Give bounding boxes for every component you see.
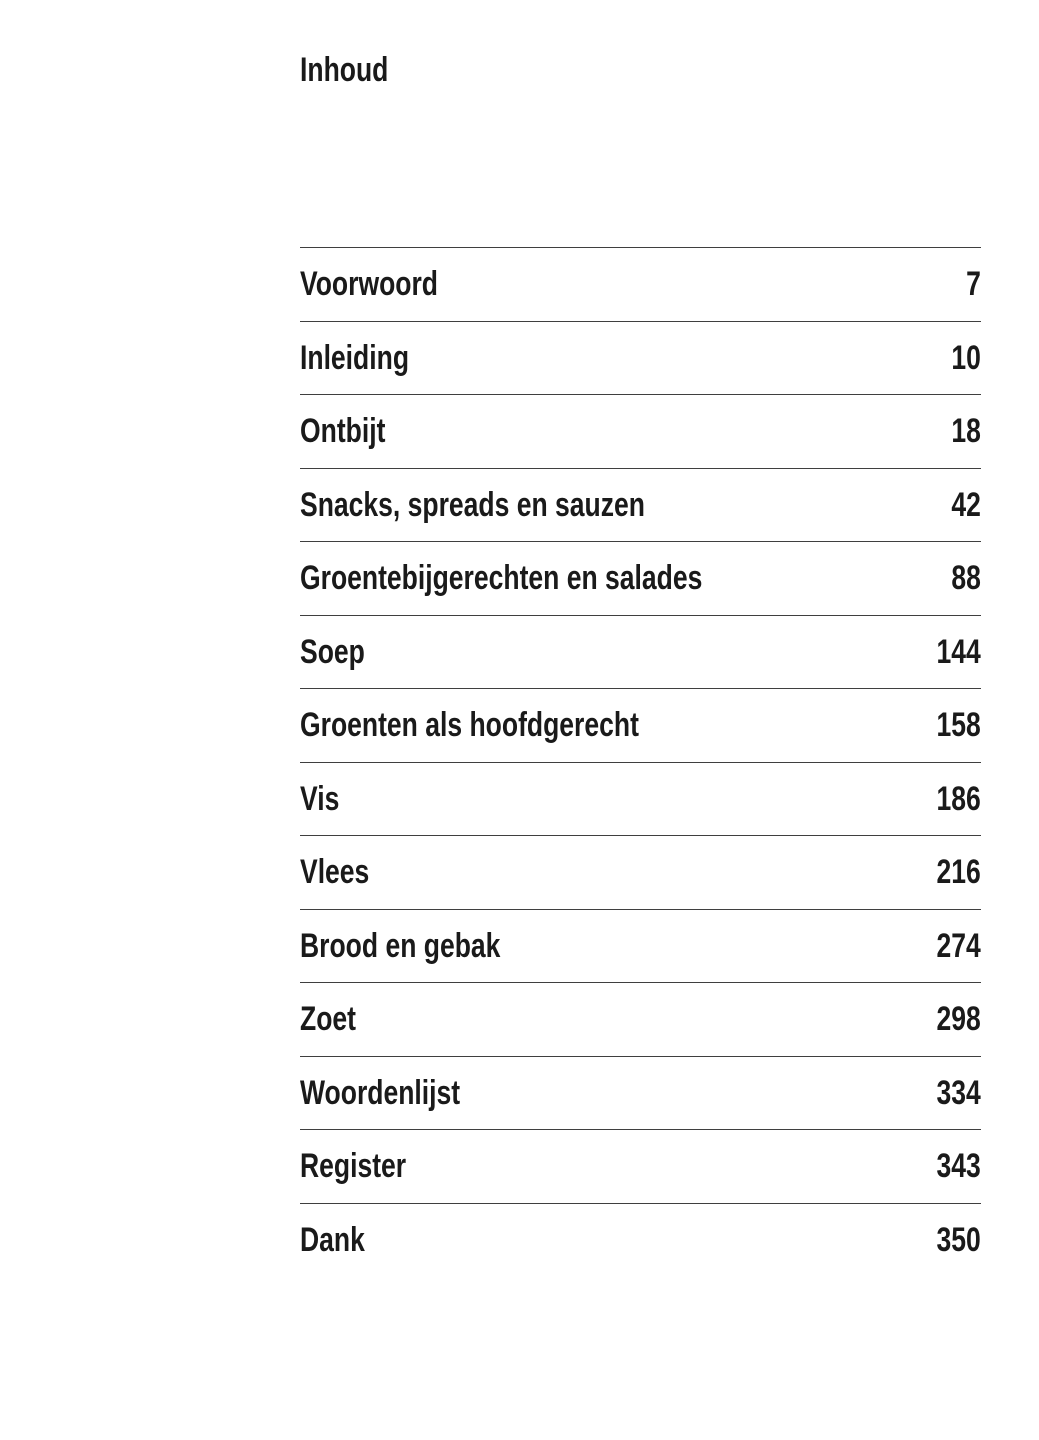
toc-entry-page-number: 298 <box>936 1000 981 1038</box>
toc-entry[interactable] <box>300 321 981 395</box>
toc-entry-title: Register <box>300 1147 407 1185</box>
toc-entry-title: Ontbijt <box>300 412 386 450</box>
toc-entry-title: Vis <box>300 779 340 818</box>
toc-entry-page-number: 343 <box>936 1147 981 1185</box>
toc-entry-title: Inleiding <box>300 338 410 377</box>
toc-entry-page-number: 10 <box>951 338 981 377</box>
toc-entry[interactable] <box>300 982 981 1056</box>
toc-entry-page-number: 350 <box>936 1220 981 1259</box>
toc-entry-page-number: 18 <box>951 412 981 450</box>
toc-entry[interactable] <box>300 909 981 983</box>
toc-entry-page-number: 274 <box>936 926 981 965</box>
toc-entry-page-number: 42 <box>951 485 981 524</box>
toc-entry-title: Vlees <box>300 853 370 891</box>
toc-entry-title: Soep <box>300 632 365 671</box>
toc-entry[interactable] <box>300 247 981 321</box>
toc-entry-title: Brood en gebak <box>300 926 501 965</box>
toc-entry[interactable] <box>300 835 981 909</box>
toc-entry[interactable] <box>300 1203 981 1277</box>
page-title: Inhoud <box>300 51 389 89</box>
toc-entry[interactable] <box>300 1056 981 1130</box>
toc-entry[interactable] <box>300 688 981 762</box>
toc-entry-page-number: 334 <box>936 1073 981 1112</box>
toc-entry-page-number: 216 <box>936 853 981 891</box>
toc-entry-title: Snacks, spreads en sauzen <box>300 485 645 524</box>
toc-entry[interactable] <box>300 1129 981 1203</box>
toc-entry-title: Woordenlijst <box>300 1073 461 1112</box>
toc-entry[interactable] <box>300 468 981 542</box>
toc-entry-title: Dank <box>300 1220 365 1259</box>
toc-entry-page-number: 158 <box>936 706 981 744</box>
toc-entry[interactable] <box>300 762 981 836</box>
toc-entry-title: Voorwoord <box>300 265 438 303</box>
toc-entry-page-number: 88 <box>951 559 981 597</box>
toc-entry[interactable] <box>300 394 981 468</box>
toc-entry[interactable] <box>300 541 981 615</box>
toc-entry-page-number: 7 <box>966 265 981 303</box>
toc-entry[interactable] <box>300 615 981 689</box>
toc-entry-page-number: 186 <box>936 779 981 818</box>
table-of-contents <box>300 247 981 1276</box>
toc-entry-title: Groentebijgerechten en salades <box>300 559 703 597</box>
toc-entry-title: Groenten als hoofdgerecht <box>300 706 639 744</box>
toc-entry-page-number: 144 <box>936 632 981 671</box>
toc-entry-title: Zoet <box>300 1000 356 1038</box>
